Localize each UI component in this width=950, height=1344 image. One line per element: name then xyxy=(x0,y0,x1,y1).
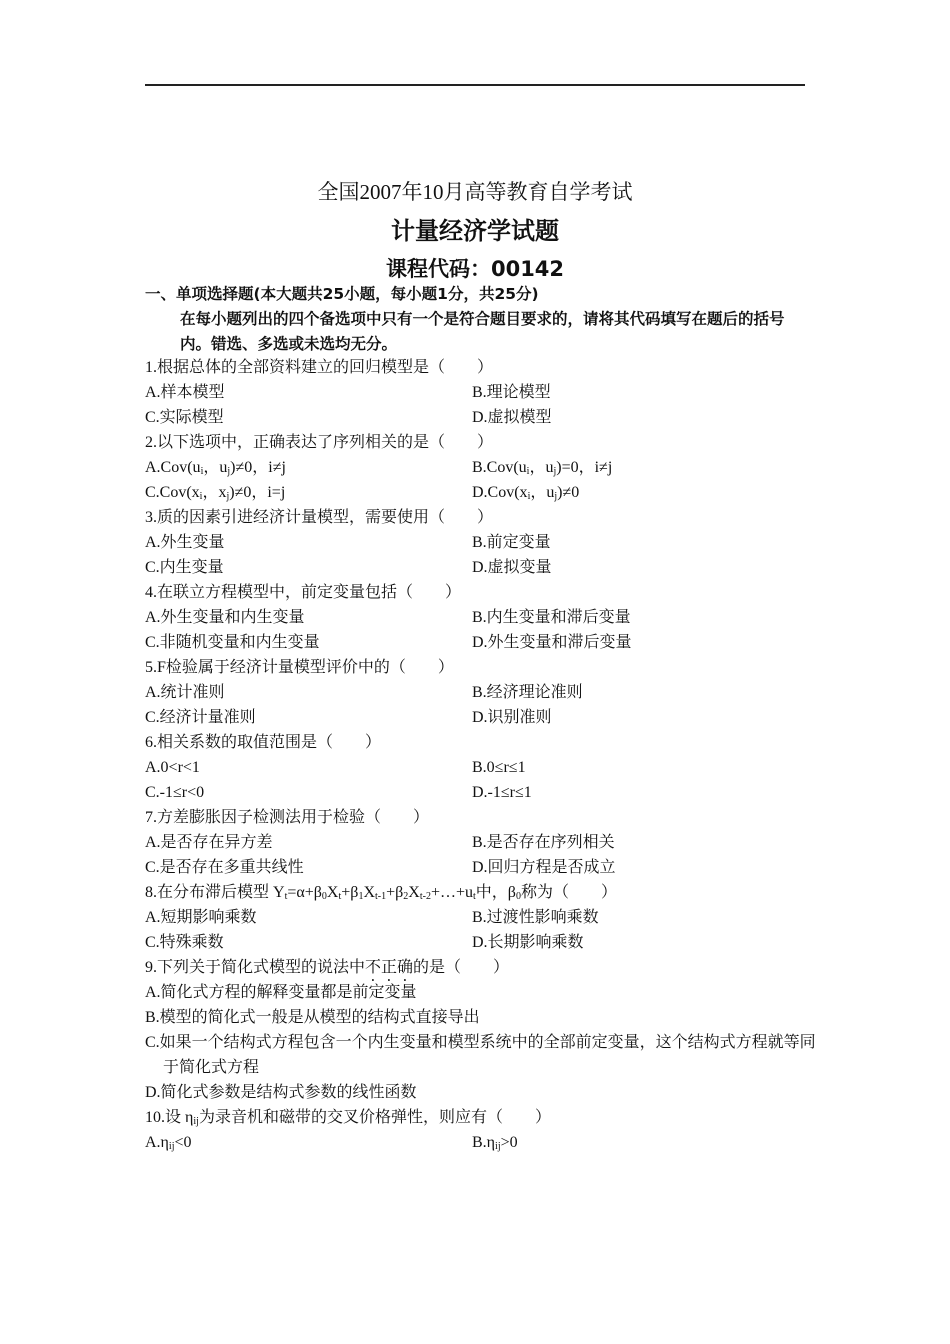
option-a: $A.\eta_{ij}<0$ xyxy=(145,1134,192,1152)
option-c: C.实际模型 xyxy=(145,409,224,426)
option-d: D.识别准则 xyxy=(472,709,552,726)
option-b: B.前定变量 xyxy=(472,534,551,551)
option-d: D.外生变量和滞后变量 xyxy=(472,634,632,651)
option-a: A.短期影响乘数 xyxy=(145,909,257,926)
question-stem: 5.F检验属于经济计量模型评价中的（ ） xyxy=(145,659,454,676)
option-d: $D.Cov(x_i$，$u_j)\ne 0$ xyxy=(472,484,580,502)
exam-title: 全国2007年10月高等教育自学考试 xyxy=(317,180,633,204)
option-d: D.长期影响乘数 xyxy=(472,934,584,951)
option-a: A.样本模型 xyxy=(145,384,225,401)
option-c: C.是否存在多重共线性 xyxy=(145,859,304,876)
question-stem: 7.方差膨胀因子检测法用于检验（ ） xyxy=(145,809,430,826)
subject-title: 计量经济学试题 xyxy=(391,217,559,245)
option-d: D.回归方程是否成立 xyxy=(472,859,616,876)
option-b: B.过渡性影响乘数 xyxy=(472,909,599,926)
option-a: $A.Cov(u_i$，$u_j)\ne 0$，i≠j xyxy=(145,459,286,477)
option-c: C.非随机变量和内生变量 xyxy=(145,634,320,651)
question-stem: 8.在分布滞后模型 $Y_t=\alpha+\beta_0X_t+\beta_1X_{t-1}+\beta_2X_{t-2}+\dots+u_t$中，$\beta_0$称为（ ） xyxy=(145,884,617,902)
option-d: D.-1≤r≤1 xyxy=(472,784,532,801)
option-b: B.经济理论准则 xyxy=(472,684,583,701)
option-a: A.外生变量和内生变量 xyxy=(145,609,305,626)
option-b: B.理论模型 xyxy=(472,384,551,401)
question-stem: 1.根据总体的全部资料建立的回归模型是（ ） xyxy=(145,359,494,376)
option-d: D.虚拟模型 xyxy=(472,409,552,426)
section-heading: 一、单项选择题(本大题共25小题，每小题1分，共25分) xyxy=(145,285,539,303)
question-stem: 9.下列关于简化式模型的说法中不正确的是（ ） xyxy=(145,959,510,976)
question-stem: 3.质的因素引进经济计量模型，需要使用（ ） xyxy=(145,509,494,526)
option-a: A.统计准则 xyxy=(145,684,225,701)
option-b: B.0≤r≤1 xyxy=(472,759,526,776)
header-rule xyxy=(145,84,805,86)
option-c: $C.Cov(x_i$，$x_j)\ne 0$，i=j xyxy=(145,484,286,502)
option-d: D.虚拟变量 xyxy=(472,559,552,576)
question-stem: 6.相关系数的取值范围是（ ） xyxy=(145,734,382,751)
option-b: B.内生变量和滞后变量 xyxy=(472,609,631,626)
option-b: B.是否存在序列相关 xyxy=(472,834,615,851)
question-stem: 4.在联立方程模型中，前定变量包括（ ） xyxy=(145,584,462,601)
emphasized-not-correct: 不正确 xyxy=(365,959,414,976)
option-c: C.如果一个结构式方程包含一个内生变量和模型系统中的全部前定变量，这个结构式方程就等同于简化式方程 xyxy=(145,1034,816,1076)
option-c: C.内生变量 xyxy=(145,559,224,576)
option-c: C.特殊乘数 xyxy=(145,934,224,951)
option-a: A.外生变量 xyxy=(145,534,225,551)
option-b: $B.Cov(u_i$，$u_j)=0$，i≠j xyxy=(472,459,613,477)
question-stem: 2.以下选项中，正确表达了序列相关的是（ ） xyxy=(145,434,494,451)
option-a: A.是否存在异方差 xyxy=(145,834,273,851)
option-a: A.简化式方程的解释变量都是前定变量 xyxy=(145,984,417,1001)
option-b: B.模型的简化式一般是从模型的结构式直接导出 xyxy=(145,1009,480,1026)
option-c: C.-1≤r<0 xyxy=(145,784,205,801)
option-a: A.0<r<1 xyxy=(145,759,200,776)
question-stem: 10.设 $\eta_{ij}$为录音机和磁带的交叉价格弹性，则应有（ ） xyxy=(145,1109,551,1127)
section-instruction: 在每小题列出的四个备选项中只有一个是符合题目要求的，请将其代码填写在题后的括号内。错选、多选或未选均无分。 xyxy=(180,310,785,353)
option-b: $B.\eta_{ij}>0$ xyxy=(472,1134,518,1152)
option-d: D.简化式参数是结构式参数的线性函数 xyxy=(145,1084,417,1101)
course-code: 课程代码：00142 xyxy=(385,257,565,281)
option-c: C.经济计量准则 xyxy=(145,709,256,726)
